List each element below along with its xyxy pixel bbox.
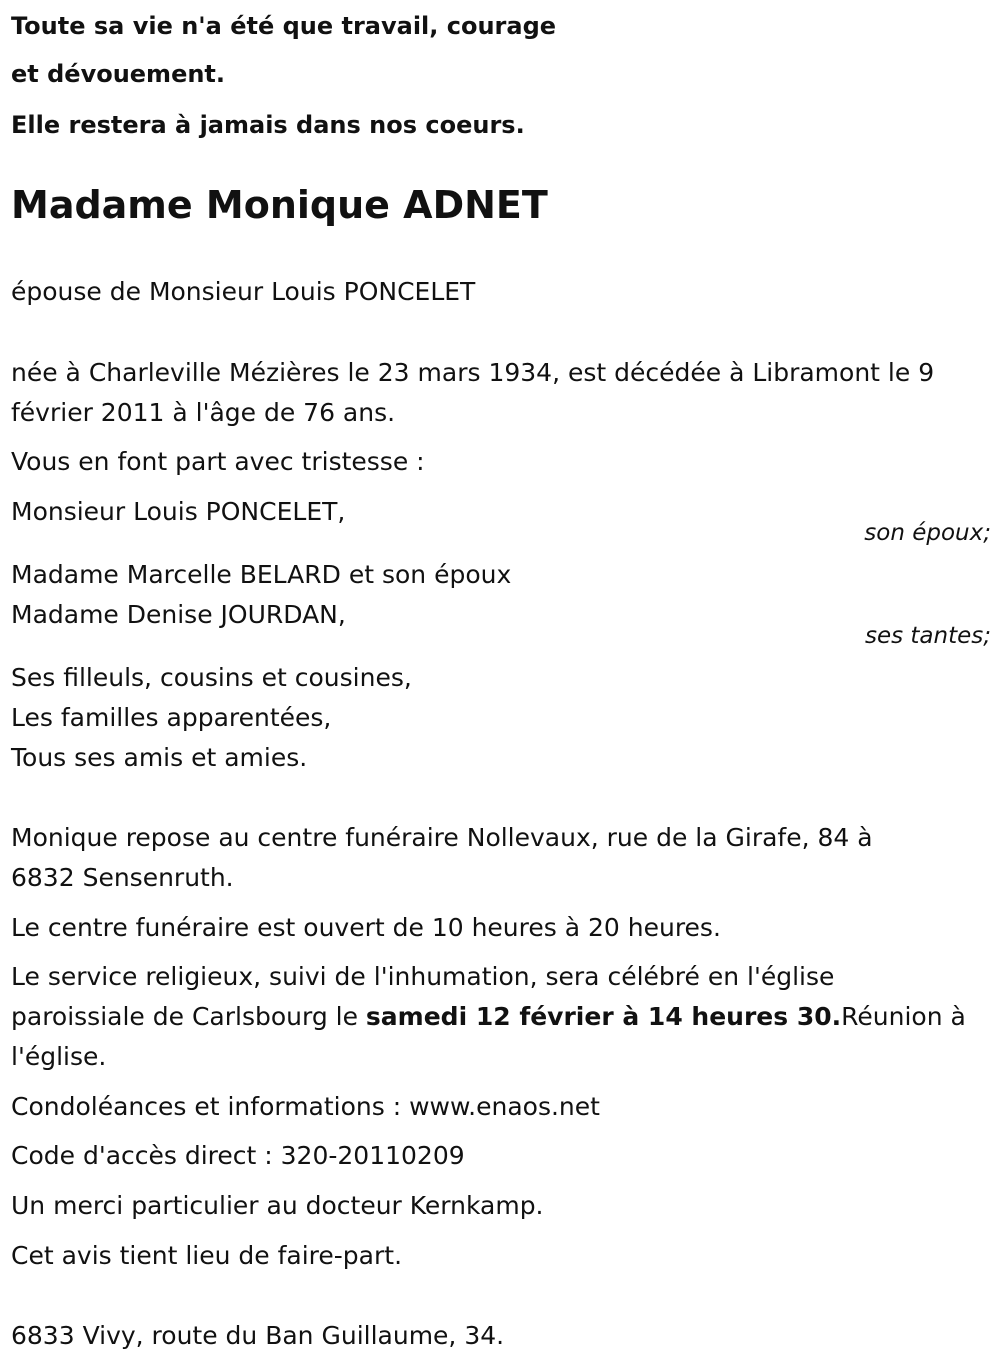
condolences-line: Condoléances et informations : www.enaos.net bbox=[11, 1092, 600, 1121]
rest-place-line-1: Monique repose au centre funéraire Nollevaux, rue de la Girafe, 84 à bbox=[11, 823, 873, 852]
service-line-2-pre: paroissiale de Carlsbourg le bbox=[11, 1002, 366, 1031]
announce-line: Vous en font part avec tristesse : bbox=[11, 447, 425, 476]
family-aunt-1: Madame Marcelle BELARD et son époux bbox=[11, 560, 512, 589]
address-line: 6833 Vivy, route du Ban Guillaume, 34. bbox=[11, 1321, 505, 1350]
family-aunt-2: Madame Denise JOURDAN, bbox=[11, 600, 346, 629]
thanks-line: Un merci particulier au docteur Kernkamp. bbox=[11, 1191, 544, 1220]
opening-hours: Le centre funéraire est ouvert de 10 heures à 20 heures. bbox=[11, 913, 721, 942]
service-datetime: samedi 12 février à 14 heures 30. bbox=[365, 1002, 842, 1031]
rest-place-line-2: 6832 Sensenruth. bbox=[11, 863, 234, 892]
service-line-1: Le service religieux, suivi de l'inhumation, sera célébré en l'église bbox=[11, 962, 835, 991]
family-husband-role: son époux; bbox=[864, 520, 991, 546]
family-others-3: Tous ses amis et amies. bbox=[11, 743, 308, 772]
epitaph-line-1: Toute sa vie n'a été que travail, courage bbox=[11, 12, 557, 40]
service-line-2-post: Réunion à bbox=[841, 1002, 966, 1031]
deceased-name: Madame Monique ADNET bbox=[11, 183, 548, 227]
family-aunts-role: ses tantes; bbox=[864, 623, 991, 649]
epitaph-line-2: et dévouement. bbox=[11, 60, 226, 88]
birth-death-line-2: février 2011 à l'âge de 76 ans. bbox=[11, 398, 396, 427]
notice-line: Cet avis tient lieu de faire-part. bbox=[11, 1241, 403, 1270]
family-others-2: Les familles apparentées, bbox=[11, 703, 332, 732]
family-husband: Monsieur Louis PONCELET, bbox=[11, 497, 346, 526]
spouse-line: épouse de Monsieur Louis PONCELET bbox=[11, 277, 476, 306]
family-others-1: Ses filleuls, cousins et cousines, bbox=[11, 663, 412, 692]
service-line-2 bbox=[11, 997, 966, 1037]
epitaph-line-3: Elle restera à jamais dans nos coeurs. bbox=[11, 111, 525, 139]
birth-death-line-1: née à Charleville Mézières le 23 mars 1934, est décédée à Libramont le 9 bbox=[11, 358, 935, 387]
service-line-3: l'église. bbox=[11, 1042, 107, 1071]
access-code-line: Code d'accès direct : 320-20110209 bbox=[11, 1141, 465, 1170]
